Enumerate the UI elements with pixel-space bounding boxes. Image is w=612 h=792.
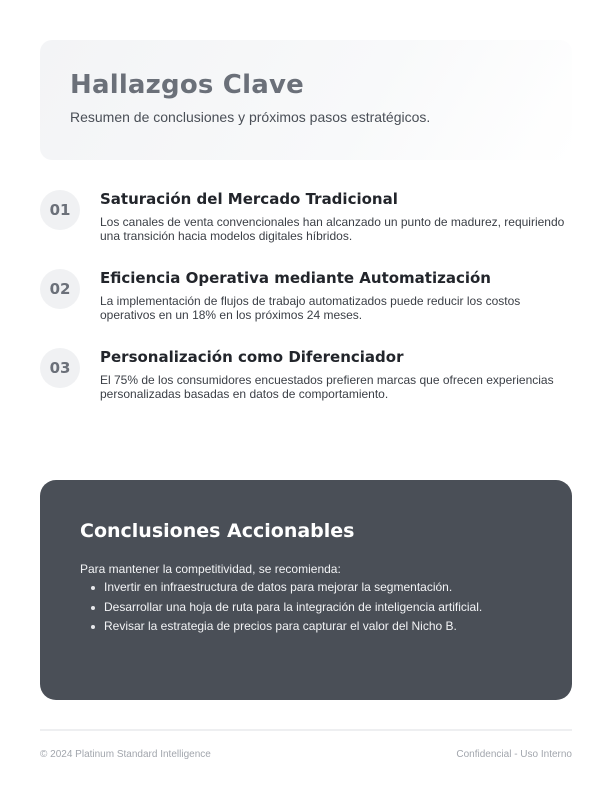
actionable-conclusions-card	[40, 480, 572, 700]
finding-title: Saturación del Mercado Tradicional	[100, 190, 398, 208]
recommendation-item	[104, 619, 482, 639]
finding-title: Personalización como Diferenciador	[100, 348, 404, 366]
number-badge: 01	[40, 190, 80, 230]
bullet-icon	[91, 625, 95, 629]
findings-list	[40, 190, 572, 427]
bullet-icon	[91, 586, 95, 590]
recommendation-item	[104, 580, 482, 600]
finding-item	[40, 269, 572, 348]
finding-description: La implementación de flujos de trabajo automatizados puede reducir los costos operativos en un 18% en los próximos 24 meses.	[100, 294, 521, 322]
finding-item	[40, 348, 572, 427]
finding-description: Los canales de venta convencionales han alcanzado un punto de madurez, requiriendo una transición hacia modelos digitales híbridos.	[100, 215, 565, 243]
page-title: Hallazgos Clave	[70, 70, 304, 100]
number-badge: 02	[40, 269, 80, 309]
page-subtitle: Resumen de conclusiones y próximos pasos estratégicos.	[70, 109, 431, 125]
copyright-text: © 2024 Platinum Standard Intelligence	[40, 749, 211, 760]
finding-title: Eficiencia Operativa mediante Automatización	[100, 269, 491, 287]
footer-divider	[40, 729, 572, 731]
bullet-icon	[91, 606, 95, 610]
card-title: Conclusiones Accionables	[80, 520, 355, 542]
confidentiality-label: Confidencial - Uso Interno	[456, 749, 572, 760]
recommendation-text: Invertir en infraestructura de datos para mejorar la segmentación.	[104, 580, 453, 594]
recommendation-list	[104, 580, 482, 639]
header-banner	[40, 40, 572, 160]
recommendation-text: Desarrollar una hoja de ruta para la integración de inteligencia artificial.	[104, 599, 483, 614]
recommendation-item	[104, 600, 482, 620]
finding-description: El 75% de los consumidores encuestados prefieren marcas que ofrecen experiencias personalizadas basadas en datos de comportamiento.	[100, 373, 554, 401]
card-intro: Para mantener la competitividad, se recomienda:	[80, 562, 341, 576]
finding-item	[40, 190, 572, 269]
number-badge: 03	[40, 348, 80, 388]
recommendation-text: Revisar la estrategia de precios para capturar el valor del Nicho B.	[104, 619, 457, 633]
